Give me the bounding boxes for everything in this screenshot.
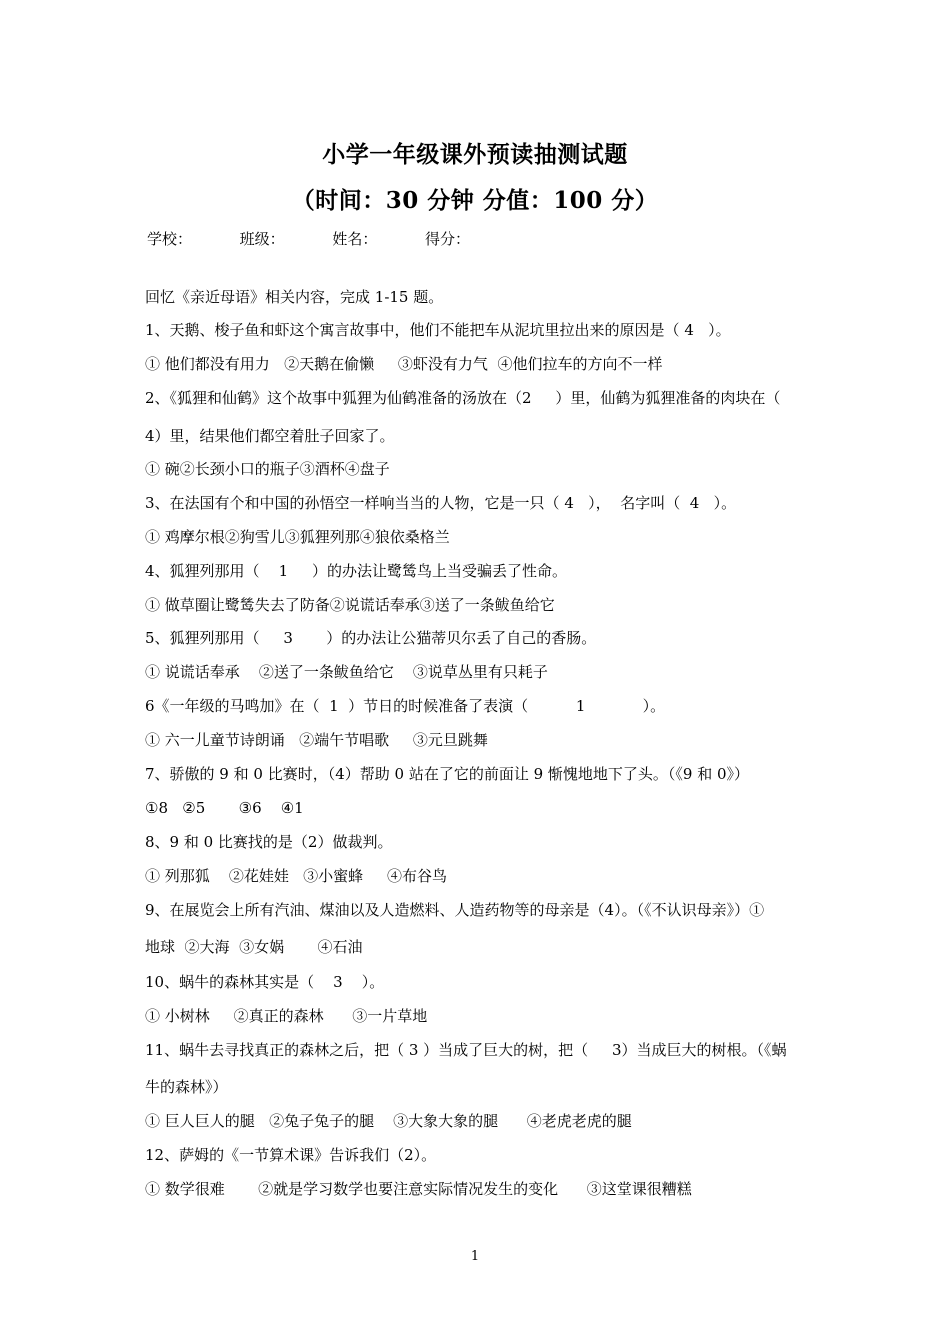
options-line: ①8 ②5 ③6 ④1 — [145, 799, 304, 817]
question-line: 7、骄傲的 9 和 0 比赛时，（4）帮助 0 站在了它的前面让 9 惭愧地地下了头。（《9 和 0》） — [145, 765, 750, 783]
question-line: 12、萨姆的《一节算术课》告诉我们（2）。 — [145, 1146, 437, 1164]
intro-text: 回忆《亲近母语》相关内容，完成 1-15 题。 — [145, 288, 444, 306]
question-line: 5、狐狸列那用（ 3 ）的办法让公猫蒂贝尔丢了自己的香肠。 — [145, 629, 597, 647]
page-subtitle: （时间：30 分钟 分值：100 分） — [291, 187, 659, 214]
question-line: 10、蜗牛的森林其实是（ 3 ）。 — [145, 973, 385, 991]
question-line: 3、在法国有个和中国的孙悟空一样响当当的人物，它是一只（ 4 ）， 名字叫（ 4 ）。 — [145, 494, 737, 512]
question-line: 6《一年级的马鸣加》在（ 1 ）节日的时候准备了表演（ 1 ）。 — [145, 697, 666, 715]
options-line: ① 碗②长颈小口的瓶子③酒杯④盘子 — [145, 460, 390, 478]
question-line: 4、狐狸列那用（ 1 ）的办法让鹭鸶鸟上当受骗丢了性命。 — [145, 562, 568, 580]
question-line: 11、蜗牛去寻找真正的森林之后，把（ 3 ）当成了巨大的树，把（ 3）当成巨大的树根。（《蜗 — [145, 1041, 787, 1059]
options-line: ① 说谎话奉承 ②送了一条鲅鱼给它 ③说草丛里有只耗子 — [145, 663, 548, 681]
question-line: 牛的森林》） — [145, 1078, 228, 1096]
options-line: ① 鸡摩尔根②狗雪儿③狐狸列那④狼依桑格兰 — [145, 528, 450, 546]
question-line: 1、天鹅、梭子鱼和虾这个寓言故事中，他们不能把车从泥坑里拉出来的原因是（ 4 ）。 — [145, 321, 731, 339]
options-line: ① 列那狐 ②花娃娃 ③小蜜蜂 ④布谷鸟 — [145, 867, 447, 885]
question-line: 2、《狐狸和仙鹤》这个故事中狐狸为仙鹤准备的汤放在（2 ）里，仙鹤为狐狸准备的肉块在（ — [145, 389, 781, 407]
page-title: 小学一年级课外预读抽测试题 — [322, 141, 628, 168]
options-line: ① 做草圈让鹭鸶失去了防备②说谎话奉承③送了一条鲅鱼给它 — [145, 596, 555, 614]
options-line: ① 巨人巨人的腿 ②兔子兔子的腿 ③大象大象的腿 ④老虎老虎的腿 — [145, 1112, 632, 1130]
question-line: 9、在展览会上所有汽油、煤油以及人造燃料、人造药物等的母亲是（4）。（《不认识母亲》）① — [145, 901, 765, 919]
options-line: ① 小树林 ②真正的森林 ③一片草地 — [145, 1007, 428, 1025]
page-number: 1 — [470, 1249, 480, 1264]
options-line: ① 他们都没有用力 ②天鹅在偷懒 ③虾没有力气 ④他们拉车的方向不一样 — [145, 355, 663, 373]
student-info-line: 学校： 班级： 姓名： 得分： — [147, 230, 471, 248]
question-line: 4）里，结果他们都空着肚子回家了。 — [145, 427, 395, 445]
options-line: ① 数学很难 ②就是学习数学也要注意实际情况发生的变化 ③这堂课很糟糕 — [145, 1180, 692, 1198]
options-line: 地球 ②大海 ③女娲 ④石油 — [145, 938, 363, 956]
question-line: 8、9 和 0 比赛找的是（2）做裁判。 — [145, 833, 393, 851]
options-line: ① 六一儿童节诗朗诵 ②端午节唱歌 ③元旦跳舞 — [145, 731, 488, 749]
